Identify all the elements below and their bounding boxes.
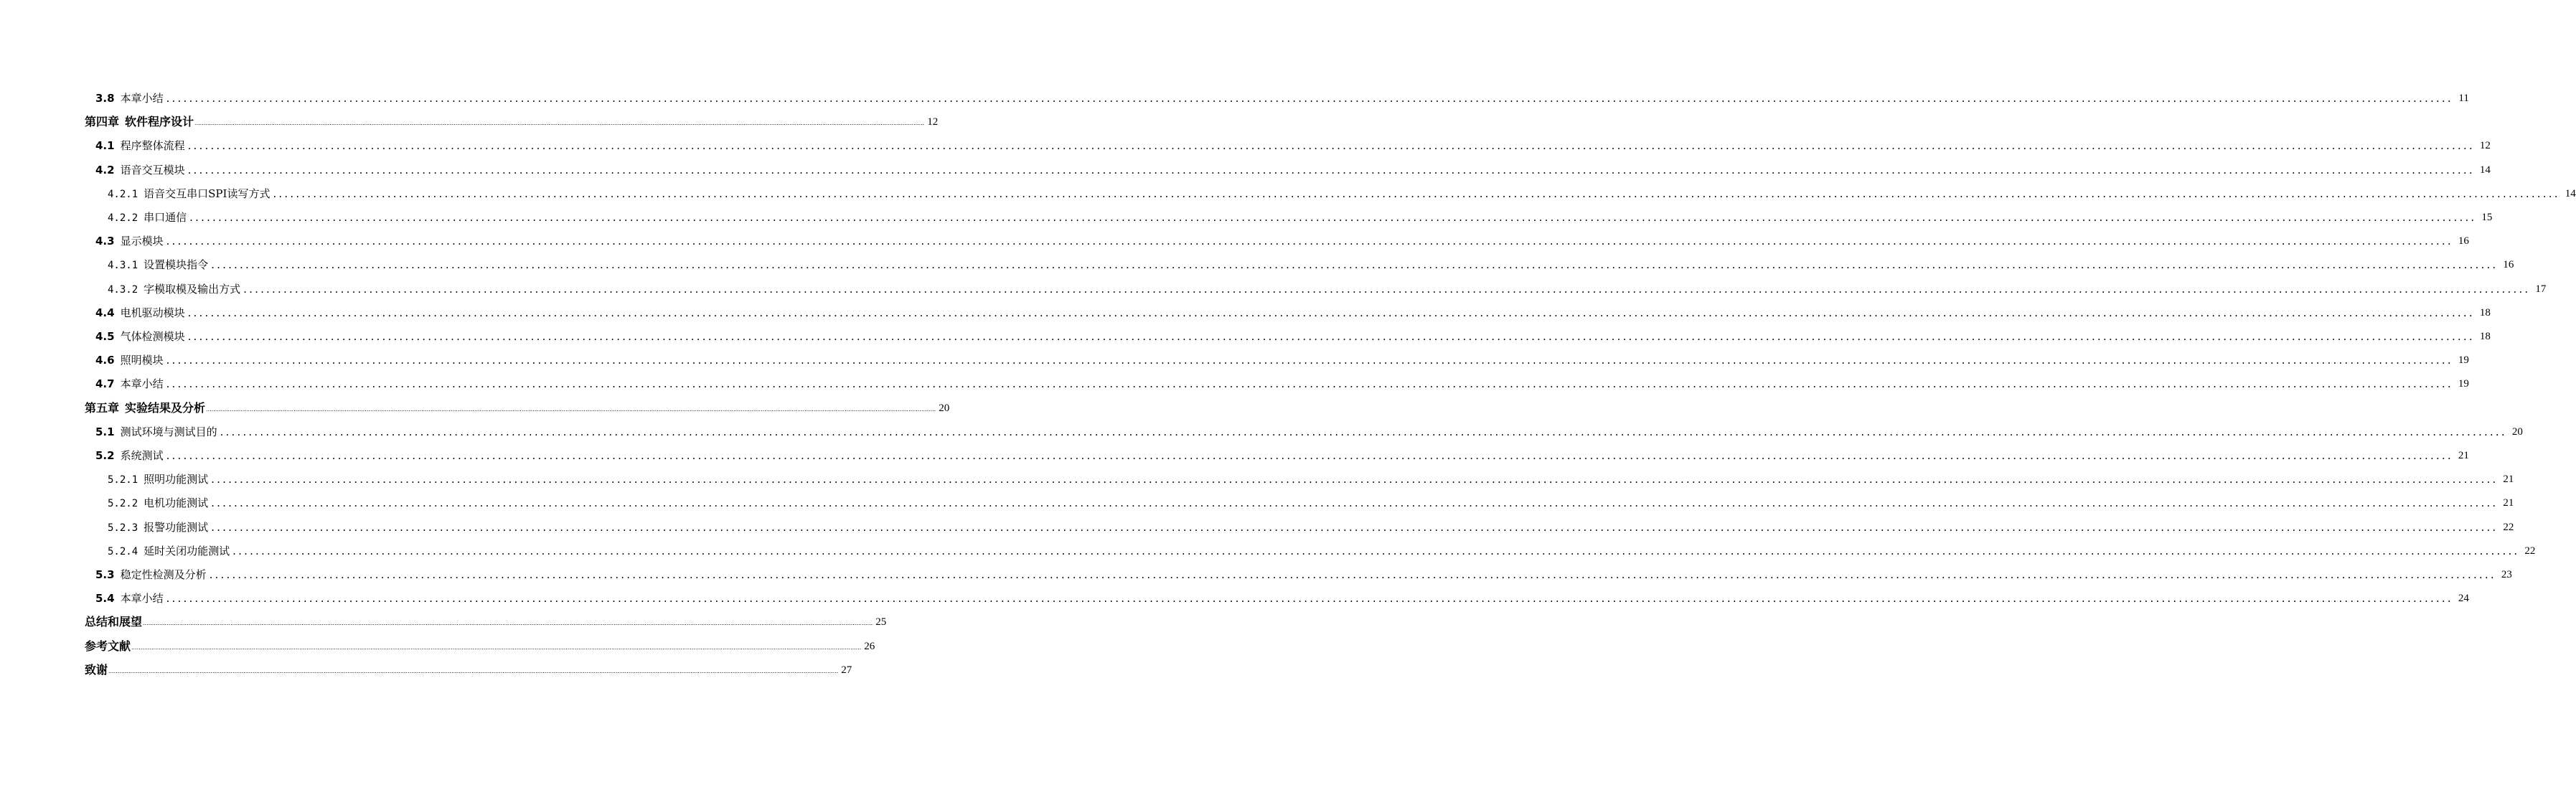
toc-entry-title: 稳定性检测及分析: [120, 568, 207, 581]
toc-entry[interactable]: [95, 444, 2469, 462]
toc-entry-heading: [85, 616, 142, 628]
toc-entry-heading: [108, 474, 208, 485]
toc-entry-title: 字模取模及输出方式: [144, 282, 241, 296]
toc-entry[interactable]: [108, 182, 2576, 200]
toc-entry-number: 5.2: [95, 449, 115, 462]
toc-dot-leader: ................................................................................................................................................................................................................................................................................................................................................................................................................: [108, 667, 839, 674]
toc-entry-number: 4.2.2: [108, 212, 138, 224]
toc-entry-heading: [95, 93, 164, 104]
toc-page-number: 18: [2479, 331, 2491, 342]
toc-entry[interactable]: [95, 159, 2491, 176]
toc-entry-title: 本章小结: [120, 377, 164, 391]
toc-entry-number: 4.3: [95, 235, 115, 248]
toc-page-number: 14: [2479, 164, 2491, 176]
toc-page-number: 11: [2458, 93, 2469, 104]
toc-dot-leader: ................................................................................................................................................................................................................................................................................................................................................................................................................: [243, 282, 2531, 296]
toc-entry-heading: [95, 570, 207, 580]
toc-entry-number: 5.3: [95, 568, 115, 581]
toc-entry-number: 5.2.4: [108, 545, 138, 557]
toc-entry[interactable]: [108, 206, 2493, 224]
toc-entry-number: 4.7: [95, 377, 115, 391]
toc-entry-number: 5.4: [95, 592, 115, 606]
toc-entry[interactable]: [85, 659, 852, 677]
toc-page-number: 21: [2503, 497, 2514, 509]
toc-entry-heading: [95, 165, 185, 176]
toc-entry-number: 4.1: [95, 139, 115, 153]
toc-dot-leader: ................................................................................................................................................................................................................................................................................................................................................................................................................: [166, 592, 2453, 606]
toc-entry[interactable]: [95, 230, 2469, 248]
toc-dot-leader: ................................................................................................................................................................................................................................................................................................................................................................................................................: [206, 405, 936, 413]
toc-entry-heading: [95, 355, 164, 366]
toc-entry-heading: [108, 546, 230, 557]
toc-dot-leader: ................................................................................................................................................................................................................................................................................................................................................................................................................: [187, 163, 2475, 176]
toc-entry-heading: [95, 236, 164, 247]
toc-entry[interactable]: [85, 110, 939, 129]
toc-dot-leader: ................................................................................................................................................................................................................................................................................................................................................................................................................: [187, 330, 2475, 343]
toc-entry-title: 本章小结: [120, 92, 164, 105]
toc-entry[interactable]: [95, 87, 2469, 105]
toc-dot-leader: ................................................................................................................................................................................................................................................................................................................................................................................................................: [166, 354, 2453, 367]
toc-dot-leader: ................................................................................................................................................................................................................................................................................................................................................................................................................: [187, 139, 2475, 153]
toc-page-number: 17: [2535, 283, 2547, 295]
toc-dot-leader: ................................................................................................................................................................................................................................................................................................................................................................................................................: [232, 544, 2520, 557]
toc-dot-leader: ................................................................................................................................................................................................................................................................................................................................................................................................................: [211, 473, 2499, 486]
toc-entry-heading: [108, 212, 187, 223]
toc-page-number: 19: [2458, 378, 2469, 390]
toc-entry-number: 5.1: [95, 425, 115, 438]
toc-page-number: 20: [939, 402, 950, 414]
toc-entry-number: 5.2.2: [108, 498, 138, 510]
toc-dot-leader: ................................................................................................................................................................................................................................................................................................................................................................................................................: [131, 644, 862, 651]
toc-entry-number: 5.2.1: [108, 474, 138, 486]
toc-entry-heading: [85, 664, 108, 676]
toc-entry-title: 气体检测模块: [120, 330, 185, 343]
toc-entry[interactable]: [108, 468, 2514, 486]
toc-entry-heading: [108, 189, 270, 199]
toc-entry-title: 延时关闭功能测试: [144, 544, 230, 557]
toc-entry-title: 语音交互串口SPI读写方式: [144, 187, 271, 200]
toc-entry-number: 4.2.1: [108, 188, 138, 200]
toc-entry-number: 4.4: [95, 306, 115, 319]
toc-entry-title: 电机驱动模块: [120, 306, 185, 319]
toc-dot-leader: ................................................................................................................................................................................................................................................................................................................................................................................................................: [194, 120, 925, 127]
toc-entry-heading: [85, 641, 131, 652]
toc-entry-heading: [85, 400, 206, 415]
toc-entry-number: 4.3.1: [108, 260, 138, 272]
toc-entry-number: 3.8: [95, 92, 115, 105]
toc-page-number: 25: [875, 616, 887, 629]
toc-entry-title: 照明模块: [120, 354, 164, 367]
toc-entry-heading: [108, 284, 240, 295]
toc-entry[interactable]: [108, 278, 2547, 296]
toc-entry-title: 报警功能测试: [144, 520, 209, 534]
toc-entry-title: 设置模块指令: [144, 258, 209, 272]
toc-entry-heading: [95, 331, 185, 342]
toc-page-number: 16: [2458, 235, 2469, 248]
toc-dot-leader: ................................................................................................................................................................................................................................................................................................................................................................................................................: [166, 377, 2453, 391]
toc-dot-leader: ................................................................................................................................................................................................................................................................................................................................................................................................................: [166, 92, 2453, 105]
toc-entry-heading: [85, 116, 194, 128]
toc-page-number: 23: [2501, 569, 2512, 580]
toc-entry-title: 总结和展望: [85, 615, 143, 629]
toc-page-number: 26: [864, 640, 875, 652]
toc-entry-title: 致谢: [85, 662, 108, 677]
toc-dot-leader: ................................................................................................................................................................................................................................................................................................................................................................................................................: [209, 568, 2496, 581]
toc-entry-heading: [95, 141, 185, 151]
toc-entry-title: 软件程序设计: [125, 115, 194, 129]
toc-page-number: 18: [2479, 306, 2491, 319]
toc-page-number: 20: [2511, 425, 2523, 438]
toc-entry[interactable]: [108, 491, 2514, 510]
toc-page-number: 12: [927, 116, 939, 128]
toc-dot-leader: ................................................................................................................................................................................................................................................................................................................................................................................................................: [166, 449, 2453, 462]
toc-entry-title: 电机功能测试: [144, 496, 209, 510]
toc-entry-number: 5.2.3: [108, 522, 138, 534]
toc-entry-title: 照明功能测试: [144, 473, 209, 486]
toc-entry[interactable]: [95, 372, 2469, 391]
toc-entry[interactable]: [95, 325, 2491, 343]
toc-entry-heading: [108, 498, 208, 509]
toc-entry-title: 参考文献: [85, 639, 131, 653]
toc-entry[interactable]: [95, 563, 2512, 581]
toc-page-number: 21: [2458, 450, 2469, 461]
toc-entry-number: 4.6: [95, 354, 115, 367]
toc-entry-title: 本章小结: [120, 592, 164, 606]
toc-dot-leader: ................................................................................................................................................................................................................................................................................................................................................................................................................: [220, 425, 2507, 438]
toc-page-number: 14: [2565, 187, 2576, 199]
toc-entry-heading: [95, 451, 164, 461]
toc-page-number: 22: [2524, 545, 2536, 557]
toc-entry-heading: [108, 260, 208, 270]
toc-dot-leader: ................................................................................................................................................................................................................................................................................................................................................................................................................: [189, 211, 2477, 224]
toc-entry-number: 第四章: [85, 115, 120, 129]
toc-entry[interactable]: [108, 516, 2514, 534]
toc-page-number: 12: [2479, 140, 2491, 152]
toc-entry-title: 实验结果及分析: [125, 400, 206, 415]
toc-entry-title: 显示模块: [120, 235, 164, 248]
toc-page-number: 24: [2458, 593, 2469, 605]
toc-entry[interactable]: [95, 420, 2523, 438]
toc-entry-heading: [95, 379, 164, 390]
toc-entry[interactable]: [85, 635, 875, 653]
toc-page-number: 16: [2503, 259, 2514, 271]
toc-page-number: 19: [2458, 354, 2469, 367]
toc-entry[interactable]: [95, 587, 2469, 606]
toc-entry-title: 语音交互模块: [120, 163, 185, 176]
toc-dot-leader: ................................................................................................................................................................................................................................................................................................................................................................................................................: [211, 496, 2499, 510]
toc-entry-number: 4.5: [95, 330, 115, 343]
toc-dot-leader: ................................................................................................................................................................................................................................................................................................................................................................................................................: [187, 306, 2475, 319]
toc-entry-number: 4.2: [95, 163, 115, 176]
toc-entry[interactable]: [108, 253, 2514, 272]
toc-entry-title: 系统测试: [120, 449, 164, 462]
toc-entry[interactable]: [85, 397, 950, 415]
toc-dot-leader: ................................................................................................................................................................................................................................................................................................................................................................................................................: [166, 235, 2453, 248]
toc-entry-number: 4.3.2: [108, 283, 138, 296]
toc-entry-heading: [108, 522, 208, 533]
toc-page-number: 21: [2503, 474, 2514, 486]
toc-entry-title: 程序整体流程: [120, 139, 185, 153]
toc-entry-title: 测试环境与测试目的: [120, 425, 217, 438]
toc-entry-heading: [95, 308, 185, 319]
toc-entry-number: 第五章: [85, 400, 120, 415]
toc-entry-heading: [95, 427, 217, 438]
toc-page-number: 22: [2503, 521, 2514, 533]
toc-entry-title: 串口通信: [144, 211, 187, 224]
toc-dot-leader: ................................................................................................................................................................................................................................................................................................................................................................................................................: [211, 258, 2499, 272]
toc-entry[interactable]: [85, 611, 887, 629]
toc-dot-leader: ................................................................................................................................................................................................................................................................................................................................................................................................................: [211, 520, 2499, 534]
toc-page-number: 15: [2481, 212, 2493, 223]
toc-dot-leader: ................................................................................................................................................................................................................................................................................................................................................................................................................: [143, 620, 873, 627]
toc-entry[interactable]: [108, 540, 2536, 557]
toc-page-number: 27: [841, 664, 852, 676]
toc-entry[interactable]: [95, 301, 2491, 319]
toc-dot-leader: ................................................................................................................................................................................................................................................................................................................................................................................................................: [273, 187, 2560, 200]
toc-entry[interactable]: [95, 134, 2491, 153]
toc-entry[interactable]: [95, 349, 2469, 367]
toc-entry-heading: [95, 593, 164, 604]
